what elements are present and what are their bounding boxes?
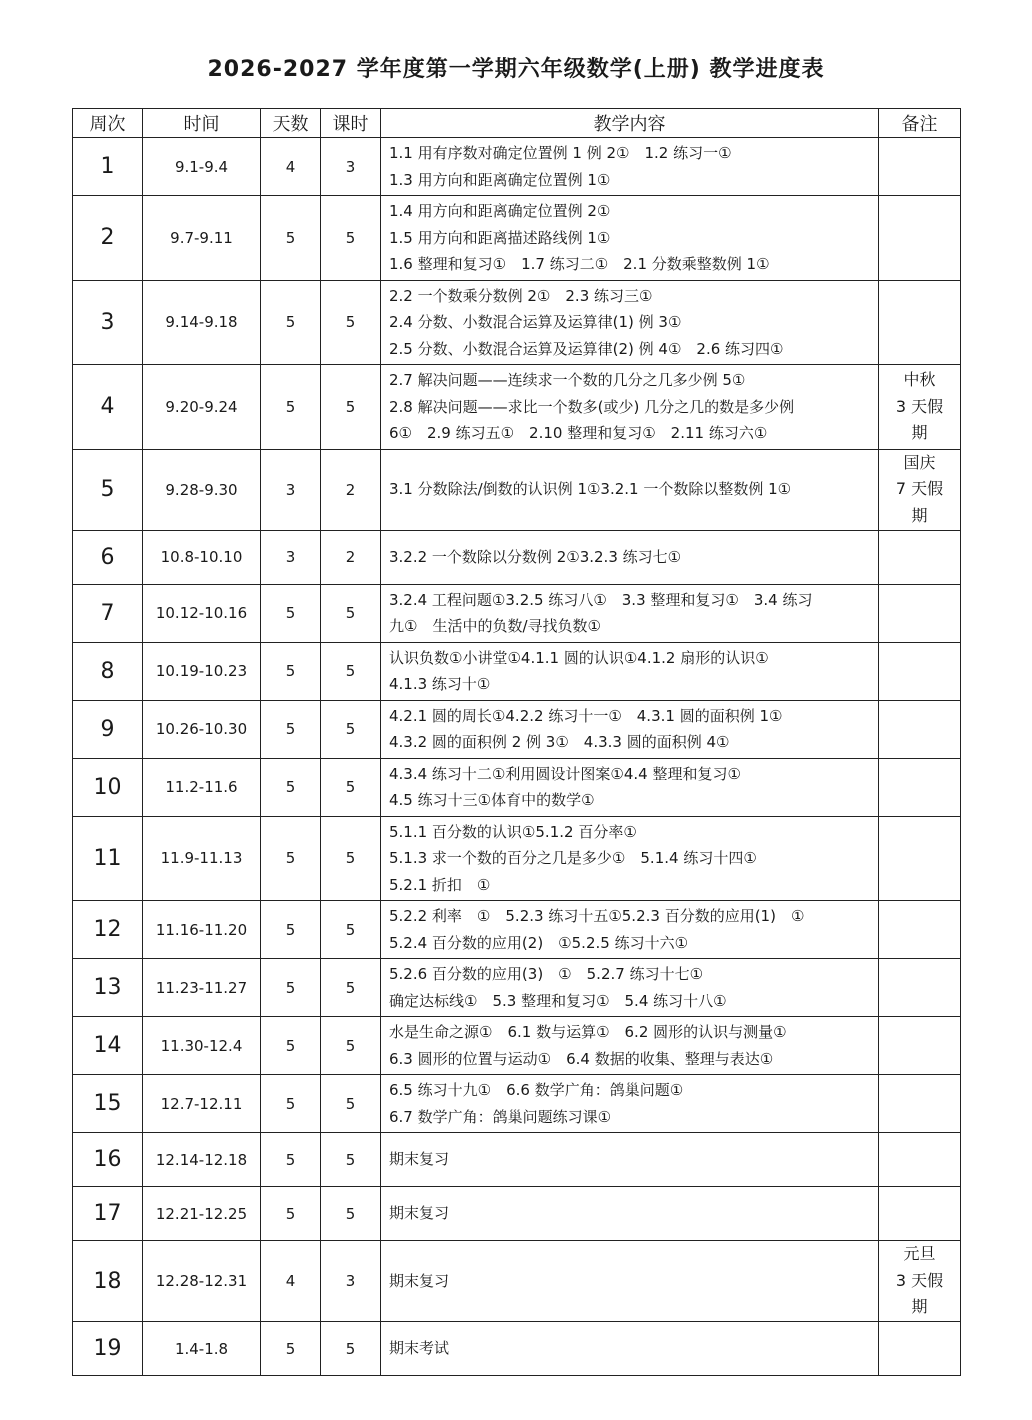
content-line: 期末考试 (389, 1339, 450, 1358)
note-line: 元旦 (903, 1244, 936, 1264)
days-cell: 5 (261, 901, 321, 959)
time-cell: 10.12-10.16 (143, 584, 261, 642)
note-cell (879, 758, 961, 816)
hours-cell: 5 (321, 1322, 381, 1376)
content-line: 1.5 用方向和距离描述路线例 1① (389, 228, 611, 247)
table-row (73, 901, 961, 959)
time-cell: 12.28-12.31 (143, 1241, 261, 1322)
table-row (73, 959, 961, 1017)
time-cell: 12.7-12.11 (143, 1075, 261, 1133)
content-line: 期末复习 (389, 1271, 450, 1290)
table-row (73, 1017, 961, 1075)
days-cell: 5 (261, 584, 321, 642)
table-row (73, 1133, 961, 1187)
content-line: 2.7 解决问题——连续求一个数的几分之几多少例 5① (389, 371, 746, 389)
content-line: 6.3 圆形的位置与运动① 6.4 数据的收集、整理与表达① (389, 1049, 774, 1068)
time-cell: 1.4-1.8 (143, 1322, 261, 1376)
content-cell (381, 365, 879, 450)
content-line: 5.2.1 折扣 ① (389, 875, 491, 894)
week-cell: 4 (73, 365, 143, 450)
week-cell: 5 (73, 449, 143, 530)
note-cell (879, 138, 961, 196)
table-row (73, 584, 961, 642)
content-cell (381, 758, 879, 816)
content-cell (381, 138, 879, 196)
note-cell (879, 700, 961, 758)
week-cell: 16 (73, 1133, 143, 1187)
note-line: 期 (911, 1297, 928, 1317)
hours-cell: 5 (321, 700, 381, 758)
time-cell: 11.23-11.27 (143, 959, 261, 1017)
time-cell: 9.1-9.4 (143, 138, 261, 196)
header-hours: 课时 (321, 109, 381, 138)
note-line: 中秋 (903, 370, 936, 389)
time-cell: 10.26-10.30 (143, 700, 261, 758)
hours-cell: 5 (321, 196, 381, 281)
content-cell (381, 449, 879, 530)
table-row (73, 1322, 961, 1376)
time-cell: 12.14-12.18 (143, 1133, 261, 1187)
content-cell (381, 901, 879, 959)
time-cell: 9.14-9.18 (143, 280, 261, 365)
content-line: 2.2 一个数乘分数例 2① 2.3 练习三① (389, 286, 653, 305)
week-cell: 13 (73, 959, 143, 1017)
hours-cell: 5 (321, 1133, 381, 1187)
days-cell: 5 (261, 280, 321, 365)
header-time: 时间 (143, 109, 261, 138)
hours-cell: 5 (321, 1187, 381, 1241)
week-cell: 10 (73, 758, 143, 816)
time-cell: 9.28-9.30 (143, 449, 261, 530)
content-line: 6.7 数学广角：鸽巢问题练习课① (389, 1107, 612, 1126)
table-row (73, 642, 961, 700)
note-cell (879, 196, 961, 281)
week-cell: 9 (73, 700, 143, 758)
content-cell (381, 1017, 879, 1075)
days-cell: 4 (261, 138, 321, 196)
hours-cell: 5 (321, 816, 381, 901)
days-cell: 5 (261, 758, 321, 816)
time-cell: 10.8-10.10 (143, 530, 261, 584)
note-cell (879, 901, 961, 959)
table-row (73, 449, 961, 530)
note-cell (879, 280, 961, 365)
days-cell: 5 (261, 196, 321, 281)
content-line: 5.2.6 百分数的应用(3) ① 5.2.7 练习十七① (389, 965, 704, 983)
days-cell: 5 (261, 1075, 321, 1133)
header-week: 周次 (73, 109, 143, 138)
content-line: 1.3 用方向和距离确定位置例 1① (389, 170, 611, 189)
days-cell: 5 (261, 1017, 321, 1075)
content-cell (381, 1322, 879, 1376)
note-cell (879, 642, 961, 700)
schedule-table (72, 108, 961, 1376)
content-cell (381, 1241, 879, 1322)
hours-cell: 5 (321, 642, 381, 700)
content-line: 3.2.4 工程问题①3.2.5 练习八① 3.3 整理和复习① 3.4 练习 (389, 590, 813, 609)
note-cell (879, 1017, 961, 1075)
week-cell: 17 (73, 1187, 143, 1241)
content-cell (381, 530, 879, 584)
header-days: 天数 (261, 109, 321, 138)
note-line: 7 天假 (895, 479, 944, 499)
content-line: 5.1.3 求一个数的百分之几是多少① 5.1.4 练习十四① (389, 849, 757, 867)
hours-cell: 5 (321, 365, 381, 450)
content-line: 4.3.4 练习十二①利用圆设计图案①4.4 整理和复习① (389, 764, 741, 783)
note-line: 期 (911, 505, 928, 525)
hours-cell: 5 (321, 280, 381, 365)
note-cell (879, 1075, 961, 1133)
week-cell: 6 (73, 530, 143, 584)
note-line: 国庆 (903, 452, 936, 472)
hours-cell: 5 (321, 1017, 381, 1075)
content-line: 2.5 分数、小数混合运算及运算律(2) 例 4① 2.6 练习四① (389, 339, 784, 358)
content-line: 1.4 用方向和距离确定位置例 2① (389, 202, 611, 220)
week-cell: 3 (73, 280, 143, 365)
week-cell: 15 (73, 1075, 143, 1133)
note-line: 期 (911, 423, 928, 442)
days-cell: 5 (261, 816, 321, 901)
note-line: 3 天假 (895, 396, 944, 416)
week-cell: 12 (73, 901, 143, 959)
table-row (73, 365, 961, 450)
content-line: 6.5 练习十九① 6.6 数学广角：鸽巢问题① (389, 1081, 684, 1099)
days-cell: 3 (261, 449, 321, 530)
hours-cell: 5 (321, 959, 381, 1017)
content-line: 3.2.2 一个数除以分数例 2①3.2.3 练习七① (389, 547, 682, 566)
time-cell: 9.20-9.24 (143, 365, 261, 450)
hours-cell: 3 (321, 1241, 381, 1322)
week-cell: 11 (73, 816, 143, 901)
days-cell: 5 (261, 1133, 321, 1187)
note-cell (879, 1322, 961, 1376)
days-cell: 4 (261, 1241, 321, 1322)
content-line: 2.4 分数、小数混合运算及运算律(1) 例 3① (389, 313, 682, 331)
content-cell (381, 196, 879, 281)
content-line: 2.8 解决问题——求比一个数多(或少) 几分之几的数是多少例 (389, 397, 795, 416)
note-cell (879, 530, 961, 584)
content-line: 5.2.4 百分数的应用(2) ①5.2.5 练习十六① (389, 933, 689, 952)
note-cell (879, 816, 961, 901)
note-cell (879, 449, 961, 530)
content-cell (381, 959, 879, 1017)
week-cell: 8 (73, 642, 143, 700)
week-cell: 1 (73, 138, 143, 196)
content-cell (381, 584, 879, 642)
content-line: 5.1.1 百分数的认识①5.1.2 百分率① (389, 822, 637, 841)
hours-cell: 3 (321, 138, 381, 196)
week-cell: 14 (73, 1017, 143, 1075)
week-cell: 7 (73, 584, 143, 642)
content-cell (381, 700, 879, 758)
note-cell (879, 584, 961, 642)
days-cell: 5 (261, 1322, 321, 1376)
note-cell (879, 1133, 961, 1187)
content-line: 水是生命之源① 6.1 数与运算① 6.2 圆形的认识与测量① (389, 1023, 787, 1041)
content-cell (381, 280, 879, 365)
content-line: 九① 生活中的负数/寻找负数① (389, 617, 601, 635)
time-cell: 9.7-9.11 (143, 196, 261, 281)
content-cell (381, 642, 879, 700)
days-cell: 5 (261, 1187, 321, 1241)
hours-cell: 2 (321, 530, 381, 584)
note-cell (879, 959, 961, 1017)
week-cell: 19 (73, 1322, 143, 1376)
content-line: 确定达标线① 5.3 整理和复习① 5.4 练习十八① (389, 991, 727, 1010)
page-title: 2026-2027 学年度第一学期六年级数学(上册) 教学进度表 (207, 57, 825, 82)
content-line: 4.3.2 圆的面积例 2 例 3① 4.3.3 圆的面积例 4① (389, 733, 730, 751)
content-cell (381, 1187, 879, 1241)
table-row (73, 758, 961, 816)
content-line: 4.1.3 练习十① (389, 675, 491, 693)
time-cell: 12.21-12.25 (143, 1187, 261, 1241)
note-line: 3 天假 (895, 1270, 944, 1290)
content-line: 3.1 分数除法/倒数的认识例 1①3.2.1 一个数除以整数例 1① (389, 480, 792, 499)
content-line: 期末复习 (389, 1204, 450, 1223)
table-row (73, 280, 961, 365)
table-row (73, 816, 961, 901)
days-cell: 5 (261, 642, 321, 700)
table-row (73, 1241, 961, 1322)
week-cell: 2 (73, 196, 143, 281)
table-row (73, 530, 961, 584)
content-line: 4.2.1 圆的周长①4.2.2 练习十一① 4.3.1 圆的面积例 1① (389, 706, 783, 725)
table-row (73, 196, 961, 281)
hours-cell: 5 (321, 758, 381, 816)
content-line: 5.2.2 利率 ① 5.2.3 练习十五①5.2.3 百分数的应用(1) ① (389, 907, 805, 925)
week-cell: 18 (73, 1241, 143, 1322)
content-line: 1.1 用有序数对确定位置例 1 例 2① 1.2 练习一① (389, 144, 732, 162)
content-line: 1.6 整理和复习① 1.7 练习二① 2.1 分数乘整数例 1① (389, 255, 770, 273)
content-line: 认识负数①小讲堂①4.1.1 圆的认识①4.1.2 扇形的认识① (389, 648, 769, 667)
header-content: 教学内容 (381, 109, 879, 138)
days-cell: 5 (261, 959, 321, 1017)
time-cell: 11.16-11.20 (143, 901, 261, 959)
time-cell: 10.19-10.23 (143, 642, 261, 700)
days-cell: 5 (261, 365, 321, 450)
table-row (73, 138, 961, 196)
days-cell: 3 (261, 530, 321, 584)
table-header-row (73, 109, 961, 138)
hours-cell: 5 (321, 1075, 381, 1133)
hours-cell: 5 (321, 584, 381, 642)
note-cell (879, 365, 961, 450)
content-cell (381, 816, 879, 901)
table-row (73, 1187, 961, 1241)
time-cell: 11.30-12.4 (143, 1017, 261, 1075)
content-cell (381, 1133, 879, 1187)
time-cell: 11.9-11.13 (143, 816, 261, 901)
content-cell (381, 1075, 879, 1133)
note-cell (879, 1241, 961, 1322)
content-line: 4.5 练习十三①体育中的数学① (389, 791, 595, 809)
hours-cell: 5 (321, 901, 381, 959)
content-line: 6① 2.9 练习五① 2.10 整理和复习① 2.11 练习六① (389, 424, 768, 442)
content-line: 期末复习 (389, 1150, 450, 1169)
table-row (73, 700, 961, 758)
days-cell: 5 (261, 700, 321, 758)
header-note: 备注 (879, 109, 961, 138)
time-cell: 11.2-11.6 (143, 758, 261, 816)
hours-cell: 2 (321, 449, 381, 530)
note-cell (879, 1187, 961, 1241)
table-row (73, 1075, 961, 1133)
